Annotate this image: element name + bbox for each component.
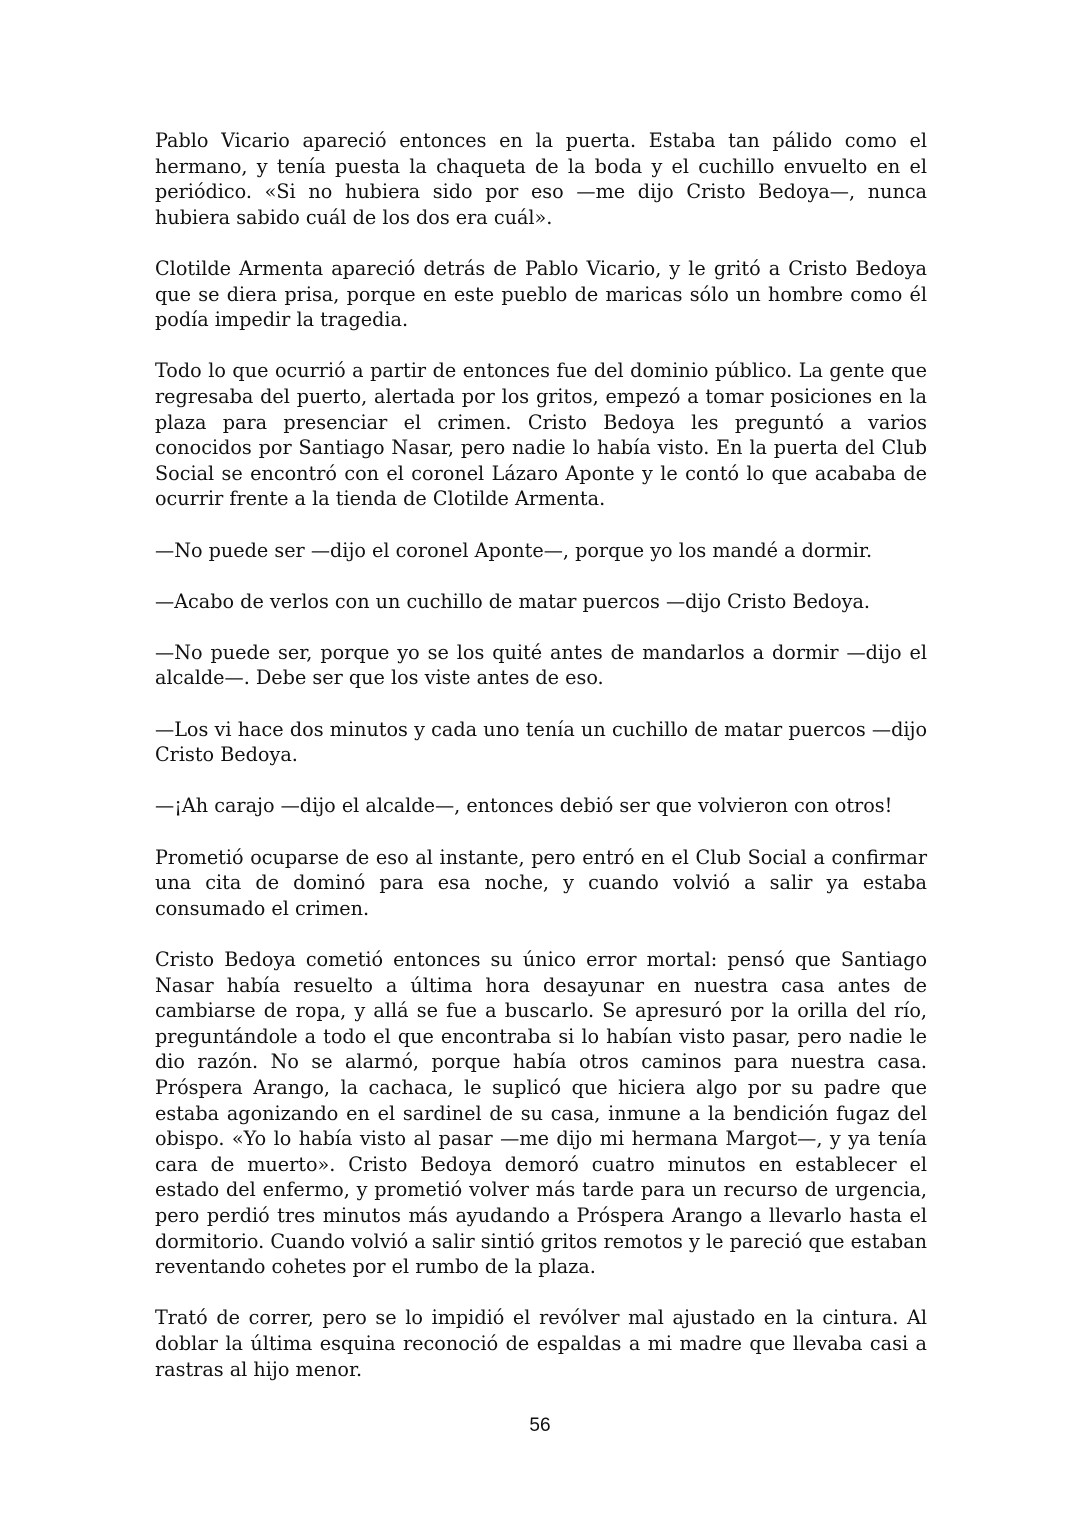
- paragraph-6: Trató de correr, pero se lo impidió el revólver mal ajustado en la cintura. Al doblar la última esquina reconoció de espaldas a mi madre que llevaba casi a rastras al hijo menor.: [155, 1306, 927, 1381]
- page-number: 56: [529, 1415, 551, 1436]
- body-text: [155, 128, 927, 1408]
- paragraph-3: Todo lo que ocurrió a partir de entonces fue del dominio público. La gente que regresaba del puerto, alertada por los gritos, empezó a tomar posiciones en la plaza para presenciar el crimen. Cristo Bedoya les preguntó a varios conocidos por Santiago Nasar, pero nadie lo había visto. En la puerta del Club Social se encontró con el coronel Lázaro Aponte y le contó lo que acababa de ocurrir frente a la tienda de Clotilde Armenta.: [155, 359, 927, 511]
- dialogue-line-5: —¡Ah carajo —dijo el alcalde—, entonces debió ser que volvieron con otros!: [155, 794, 893, 818]
- dialogue-line-4: —Los vi hace dos minutos y cada uno tenía un cuchillo de matar puercos —dijo Cristo Bedoya.: [155, 717, 927, 767]
- dialogue-line-2: —Acabo de verlos con un cuchillo de matar puercos —dijo Cristo Bedoya.: [155, 589, 871, 613]
- paragraph-4: Prometió ocuparse de eso al instante, pero entró en el Club Social a confirmar una cita de dominó para esa noche, y cuando volvió a salir ya estaba consumado el crimen.: [155, 845, 927, 920]
- dialogue-line-3: —No puede ser, porque yo se los quité antes de mandarlos a dormir —dijo el alcalde—. Debe ser que los viste antes de eso.: [155, 640, 927, 690]
- paragraph-5: Cristo Bedoya cometió entonces su único error mortal: pensó que Santiago Nasar había resuelto a última hora desayunar en nuestra casa antes de cambiarse de ropa, y allá se fue a buscarlo. Se apresuró por la orilla del río, preguntándole a todo el que encontraba si lo habían visto pasar, pero nadie le dio razón. No se alarmó, porque había otros caminos para nuestra casa. Próspera Arango, la cachaca, le suplicó que hiciera algo por su padre que estaba agonizando en el sardinel de su casa, inmune a la bendición fugaz del obispo. «Yo lo había visto al pasar —me dijo mi hermana Margot—, y ya tenía cara de muerto». Cristo Bedoya demoró cuatro minutos en establecer el estado del enfermo, y prometió volver más tarde para un recurso de urgencia, pero perdió tres minutos más ayudando a Próspera Arango a llevarlo hasta el dormitorio. Cuando volvió a salir sintió gritos remotos y le pareció que estaban reventando cohetes por el rumbo de la plaza.: [155, 948, 927, 1279]
- paragraph-2: Clotilde Armenta apareció detrás de Pablo Vicario, y le gritó a Cristo Bedoya que se diera prisa, porque en este pueblo de maricas sólo un hombre como él podía impedir la tragedia.: [155, 256, 927, 332]
- paragraph-1: Pablo Vicario apareció entonces en la puerta. Estaba tan pálido como el hermano, y tenía puesta la chaqueta de la boda y el cuchillo envuelto en el periódico. «Si no hubiera sido por eso —me dijo Cristo Bedoya—, nunca hubiera sabido cuál de los dos era cuál».: [155, 129, 927, 229]
- dialogue-line-1: —No puede ser —dijo el coronel Aponte—, porque yo los mandé a dormir.: [155, 538, 873, 562]
